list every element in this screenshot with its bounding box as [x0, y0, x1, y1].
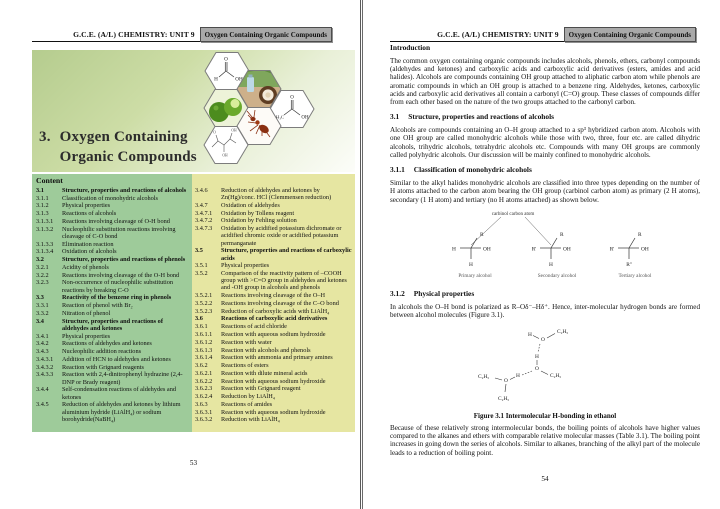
- toc-item-text: Oxidation by Tollens reagent: [221, 209, 295, 217]
- toc-item-text: Physical properties: [62, 332, 111, 340]
- svg-text:R': R': [609, 246, 615, 253]
- page-number: 54: [541, 475, 549, 483]
- table-of-contents: [32, 174, 355, 432]
- toc-item-text: Elimination reaction: [62, 240, 114, 248]
- toc-item: [36, 226, 191, 240]
- toc-left-column: [32, 174, 192, 432]
- toc-item-text: Nucleophilic addition reactions: [62, 348, 142, 356]
- svg-text:R'': R'': [626, 261, 632, 268]
- toc-item: [36, 371, 191, 385]
- svg-text:H: H: [214, 76, 218, 83]
- toc-item-text: Reactions of carboxylic acid derivatives: [221, 315, 328, 323]
- toc-item: [195, 300, 352, 307]
- toc-item: [36, 401, 191, 423]
- toc-item-text: Reduction of aldehydes and ketones by lithium aluminium hydride (LiAlH₄) or sodium borohydride(NaBH₄): [62, 401, 181, 423]
- toc-item-number: 3.6.2.2: [195, 377, 213, 385]
- toc-item-text: Reaction with 2,4-dinitrophenyl hydrazine (2,4-DNP or Brady reagent): [62, 371, 183, 386]
- toc-item-text: Physical properties: [221, 262, 270, 270]
- toc-item-text: Reaction with dilute mineral acids: [221, 369, 308, 377]
- toc-item: [195, 347, 352, 354]
- toc-item-text: Reactions of acid chloride: [221, 323, 287, 331]
- chapter-title-text: Oxygen Containing Organic Compounds: [59, 128, 197, 165]
- toc-item-number: 3.2.3: [36, 279, 49, 287]
- section-heading-3-1: 3.1 Structure, properties and reactions of alcohols: [390, 112, 555, 122]
- svg-text:Primary alcohol: Primary alcohol: [458, 272, 492, 279]
- toc-item: [36, 264, 191, 271]
- toc-item-text: Reduction of aldehydes and ketones by Zn(Hg)/conc. HCl (Clemmensen reduction): [221, 187, 332, 202]
- toc-item: [195, 393, 352, 400]
- toc-item-number: 3.6.1.2: [195, 338, 213, 346]
- toc-item: [36, 294, 191, 301]
- toc-right-column: [192, 174, 355, 432]
- toc-item: [195, 331, 352, 338]
- toc-item-number: 3.4.6: [195, 187, 208, 194]
- toc-item-text: Structure, properties and reactions of carboxylic acids: [221, 247, 352, 262]
- toc-heading: Content: [36, 176, 63, 185]
- toc-item-text: Non-occurrence of nucleophilic substitution reactions by breaking C-O: [62, 279, 174, 294]
- svg-text:OH: OH: [563, 246, 571, 253]
- toc-item-text: Reaction with Grignard reagents: [62, 363, 145, 371]
- svg-text:H: H: [452, 246, 456, 253]
- figure-3-1-caption: Figure 3.1 Intermolecular H-bonding in ethanol: [473, 411, 617, 420]
- page-54: [364, 0, 720, 509]
- toc-item-number: 3.1.3.1: [36, 217, 54, 225]
- toc-item-number: 3.6: [195, 315, 203, 323]
- toc-item-text: Addition of HCN to aldehydes and ketones: [62, 355, 171, 363]
- toc-item-text: Reduction of carboxylic acids with LiAlH₄: [221, 307, 330, 315]
- svg-text:H₃C: H₃C: [276, 114, 284, 120]
- toc-item-text: Classification of monohydric alcohols: [62, 194, 159, 202]
- hexagon-illustration: [192, 51, 322, 169]
- toc-spacer: [195, 177, 352, 187]
- toc-item-text: Nitration of phenol: [62, 309, 111, 317]
- chapter-number: 3.: [39, 128, 51, 145]
- svg-text:H: H: [535, 354, 539, 361]
- toc-item-text: Reaction with Grignard reagent: [221, 385, 301, 393]
- toc-item-number: 3.1.3.3: [36, 240, 54, 248]
- toc-item-number: 3.5.2.2: [195, 299, 213, 307]
- toc-item: [195, 315, 352, 322]
- toc-item-text: Reactions involving cleavage of O-H bond: [62, 217, 170, 225]
- toc-item-text: Structure, properties and reactions of alcohols: [62, 186, 187, 194]
- toc-item: [195, 292, 352, 299]
- page-divider: [360, 0, 363, 509]
- toc-item: [36, 356, 191, 363]
- toc-item-number: 3.4.4: [36, 386, 49, 394]
- toc-item-number: 3.4.3.1: [36, 355, 54, 363]
- toc-item-number: 3.2: [36, 256, 44, 264]
- toc-item-text: Reactions involving cleavage of the C–O bond: [221, 299, 339, 307]
- toc-item-number: 3.5.1: [195, 262, 208, 270]
- page-body: [390, 44, 700, 460]
- section-3-1-paragraph: Alcohols are compounds containing an O–H group attached to a sp³ hybridized carbon atom. Alcohols with one OH group are called monohydric alcohols while those with two, three, four etc. are called dihydric alcohols, trihydric alcohols, tetrahydric alcohols etc. Compounds with many OH groups are commonly called polyhydric alcohols. Our discussion will be mainly confined to monohydric alcohols.: [390, 126, 700, 159]
- toc-item: [36, 272, 191, 279]
- svg-text:O: O: [535, 366, 539, 373]
- toc-item-text: Reaction with aqueous sodium hydroxide: [221, 330, 326, 338]
- toc-item-text: Reactions of amides: [221, 400, 273, 408]
- toc-item-number: 3.4.1: [36, 332, 49, 340]
- toc-item-number: 3.4.3.2: [36, 363, 54, 371]
- page-53: [0, 0, 358, 509]
- svg-text:H: H: [469, 261, 473, 268]
- toc-item-number: 3.4.3.3: [36, 371, 54, 379]
- toc-item: [36, 333, 191, 340]
- alcohol-classification-figure: [390, 207, 700, 283]
- toc-item-number: 3.4.7: [195, 201, 208, 209]
- toc-item-text: Reaction with water: [221, 338, 272, 346]
- toc-item: [36, 364, 191, 371]
- toc-item: [195, 409, 352, 416]
- toc-item-text: Oxidation of aldehydes: [221, 201, 280, 209]
- toc-item-number: 3.5.2: [195, 270, 208, 278]
- svg-text:R: R: [480, 231, 484, 238]
- svg-text:R': R': [531, 246, 537, 253]
- toc-item-text: Structure, properties and reactions of aldehydes and ketones: [62, 317, 163, 332]
- svg-text:C₂H₅: C₂H₅: [550, 373, 562, 380]
- toc-item-text: Physical properties: [62, 202, 111, 210]
- toc-item-number: 3.6.1: [195, 323, 208, 331]
- toc-item: [36, 348, 191, 355]
- intro-paragraph: The common oxygen containing organic compounds includes alcohols, phenols, ethers, carbonyl compounds (aldehydes and ketones) and carboxylic acids and carboxylic acid derivatives (esters, amides and acid halides). Alcohols are compounds containing OH group attached to aliphatic carbon atom while phenols are aromatic compounds in which an OH group is attached to a benzene ring. Aldehydes, ketones, carboxylic acids and carboxylic acid derivatives all contain a carbonyl (C=O) group. These classes of compounds differ from each other based on the nature of the two groups attached to the carbonyl carbon.: [390, 56, 700, 107]
- toc-item: [195, 378, 352, 385]
- toc-item-text: Oxidation by acidified potassium dichromate or acidified chromic oxide or acidified potassium permanganate: [221, 225, 342, 247]
- toc-item-text: Reaction with aqueous sodium hydroxide: [221, 377, 326, 385]
- svg-text:C₂H₅: C₂H₅: [478, 374, 490, 381]
- page-header: [390, 27, 696, 42]
- toc-item-number: 3.6.3.2: [195, 416, 213, 424]
- toc-item: [195, 416, 352, 423]
- toc-item: [36, 241, 191, 248]
- toc-item: [195, 308, 352, 315]
- toc-item-number: 3.3.1: [36, 302, 49, 310]
- toc-item: [195, 354, 352, 361]
- toc-item-number: 3.1: [36, 186, 44, 194]
- svg-text:OH: OH: [222, 153, 228, 158]
- toc-item-text: Reactions of alcohols: [62, 210, 117, 218]
- toc-item: [195, 401, 352, 408]
- toc-item-text: Oxidation by Fehling solution: [221, 217, 297, 225]
- toc-item-text: Acidity of phenols: [62, 263, 109, 271]
- section-heading-3-1-2: 3.1.2 Physical properties: [390, 289, 475, 299]
- toc-item: [195, 202, 352, 209]
- toc-item: [195, 270, 352, 292]
- toc-item: [195, 187, 352, 201]
- toc-item-number: 3.6.3.1: [195, 408, 213, 416]
- toc-item-text: Reactions involving cleavage of the O-H bond: [62, 271, 180, 279]
- section-heading-3-1-1: 3.1.1 Classification of monohydric alcohols: [390, 165, 532, 175]
- toc-item-text: Reactivity of the benzene ring in phenols: [62, 294, 172, 302]
- toc-item: [195, 323, 352, 330]
- toc-item-number: 3.1.1: [36, 194, 49, 202]
- page-number: 53: [189, 459, 198, 467]
- toc-item-text: Reactions involving cleavage of the O–H: [221, 292, 326, 300]
- toc-item: [36, 202, 191, 209]
- toc-item-number: 3.3.2: [36, 309, 49, 317]
- svg-text:Tertiary alcohol: Tertiary alcohol: [618, 272, 652, 279]
- svg-text:H: H: [549, 261, 553, 268]
- toc-item: [36, 256, 191, 263]
- toc-item-text: Reaction with alcohols and phenols: [221, 346, 311, 354]
- toc-item-number: 3.6.1.3: [195, 346, 213, 354]
- svg-text:Secondary alcohol: Secondary alcohol: [537, 272, 577, 279]
- page-header: [32, 27, 332, 42]
- section-3-1-2-paragraph: In alcohols the O–H bond is polarized as R–Oδ⁻–Hδ⁺. Hence, inter-molecular hydrogen bonds are formed between alcohol molecules (Figure 3.1).: [390, 302, 700, 320]
- svg-text:OH: OH: [641, 246, 649, 253]
- hydrogen-bonding-diagram: [460, 322, 630, 408]
- svg-text:O: O: [213, 130, 216, 135]
- chapter-banner: [32, 50, 355, 172]
- svg-text:R: R: [560, 231, 564, 238]
- svg-text:OH: OH: [235, 76, 243, 83]
- section-heading-introduction: Introduction: [390, 43, 431, 52]
- toc-item-text: Reactions of aldehydes and ketones: [62, 340, 152, 348]
- toc-item-text: Reactions of esters: [221, 362, 269, 370]
- toc-item: [195, 385, 352, 392]
- toc-item: [36, 187, 191, 194]
- toc-item-text: Reaction with aqueous sodium hydroxide: [221, 408, 326, 416]
- toc-item-number: 3.4.7.1: [195, 209, 213, 217]
- toc-item-number: 3.6.1.1: [195, 330, 213, 338]
- toc-item-number: 3.4.7.3: [195, 225, 213, 233]
- svg-text:carbinol carbon atom: carbinol carbon atom: [491, 211, 535, 217]
- svg-text:O: O: [290, 95, 294, 101]
- toc-item: [36, 195, 191, 202]
- toc-item-number: 3.1.3.2: [36, 225, 54, 233]
- toc-item-number: 3.6.2.1: [195, 369, 213, 377]
- toc-item: [36, 386, 191, 400]
- toc-item-number: 3.1.2: [36, 202, 49, 210]
- toc-item-number: 3.4.7.2: [195, 217, 213, 225]
- toc-item-number: 3.4.2: [36, 340, 49, 348]
- toc-item-number: 3.5: [195, 247, 203, 255]
- svg-text:OH: OH: [301, 115, 309, 121]
- toc-item-text: Structure, properties and reactions of phenols: [62, 256, 186, 264]
- svg-text:O: O: [504, 378, 508, 385]
- svg-text:R: R: [638, 231, 642, 238]
- toc-item: [195, 247, 352, 261]
- toc-item-number: 3.2.2: [36, 271, 49, 279]
- toc-item-text: Reduction with LiAlH₄: [221, 416, 280, 424]
- section-3-1-1-paragraph: Similar to the alkyl halides monohydric alcohols are classified into three types depending on the number of H atoms attached to the carbon atom bearing the OH group (carbinol carbon atom) as primary (2 H atoms), secondary (1 H atom) and tertiary (no H atoms attached) as shown below.: [390, 178, 700, 204]
- toc-item-number: 3.4.5: [36, 401, 49, 409]
- svg-text:O: O: [224, 56, 228, 63]
- svg-text:C₂H₅: C₂H₅: [498, 396, 510, 403]
- svg-text:H: H: [528, 332, 532, 339]
- toc-item: [195, 217, 352, 224]
- svg-text:H: H: [516, 373, 520, 380]
- svg-text:C₂H₅: C₂H₅: [557, 329, 569, 336]
- toc-item-text: Comparison of the reactivity pattern of –COOH group with >C=O group in aldehydes and ketones and -OH group in alcohols and phenols: [221, 270, 347, 292]
- header-title: G.C.E. (A/L) CHEMISTRY: UNIT 9: [390, 27, 564, 42]
- header-badge: Oxygen Containing Organic Compounds: [200, 27, 332, 42]
- toc-item: [36, 340, 191, 347]
- toc-item-number: 3.6.3: [195, 400, 208, 408]
- toc-item: [36, 279, 191, 293]
- toc-item-number: 3.5.2.3: [195, 307, 213, 315]
- toc-item: [36, 310, 191, 317]
- toc-item-number: 3.2.1: [36, 263, 49, 271]
- toc-item-text: Reduction by LiAlH₄: [221, 393, 275, 401]
- toc-item: [195, 210, 352, 217]
- toc-item: [195, 362, 352, 369]
- toc-item-text: Self-condensation reactions of aldehydes and ketones: [62, 386, 177, 401]
- svg-text:OH: OH: [483, 246, 491, 253]
- toc-item: [195, 262, 352, 269]
- toc-item: [36, 218, 191, 225]
- toc-item-number: 3.6.1.4: [195, 354, 213, 362]
- toc-item-number: 3.3: [36, 294, 44, 302]
- toc-left-list: [36, 187, 191, 423]
- toc-item: [36, 248, 191, 255]
- toc-item-number: 3.4: [36, 317, 44, 325]
- toc-item: [195, 225, 352, 247]
- toc-item-text: Nucleophilic substitution reactions involving cleavage of C-O bond: [62, 225, 176, 240]
- toc-item-text: Oxidation of alcohols: [62, 248, 117, 256]
- figure-3-1: [390, 322, 700, 410]
- toc-item-number: 3.1.3.4: [36, 248, 54, 256]
- toc-item: [36, 210, 191, 217]
- toc-item: [195, 339, 352, 346]
- header-title: G.C.E. (A/L) CHEMISTRY: UNIT 9: [32, 27, 200, 42]
- svg-text:O: O: [541, 337, 545, 344]
- toc-item: [36, 318, 191, 332]
- toc-item: [36, 302, 191, 309]
- toc-item-number: 3.1.3: [36, 210, 49, 218]
- toc-item-number: 3.4.3: [36, 348, 49, 356]
- toc-item-text: Reaction with ammonia and primary amines: [221, 354, 333, 362]
- toc-item-text: Reaction of phenol with Br₂: [62, 302, 133, 310]
- toc-item: [195, 370, 352, 377]
- chapter-title: [39, 127, 197, 168]
- svg-text:OH: OH: [231, 128, 237, 133]
- closing-paragraph: Because of these relatively strong intermolecular bonds, the boiling points of alcohols have higher values compared to the alkanes and ethers with comparable relative molecular masses (Table 3.1). The boiling point increases in going down the series of alcohols. Similar to alkanes, branching of the alkyl part of the molecule leads to a reduction of boiling point.: [390, 423, 700, 457]
- toc-right-list: [195, 187, 352, 424]
- toc-item-number: 3.6.2.4: [195, 393, 213, 401]
- toc-item-number: 3.6.2.3: [195, 385, 213, 393]
- toc-item-number: 3.5.2.1: [195, 292, 213, 300]
- header-badge: Oxygen Containing Organic Compounds: [564, 27, 696, 42]
- toc-item-number: 3.6.2: [195, 362, 208, 370]
- alcohol-classification-diagram: [405, 207, 685, 281]
